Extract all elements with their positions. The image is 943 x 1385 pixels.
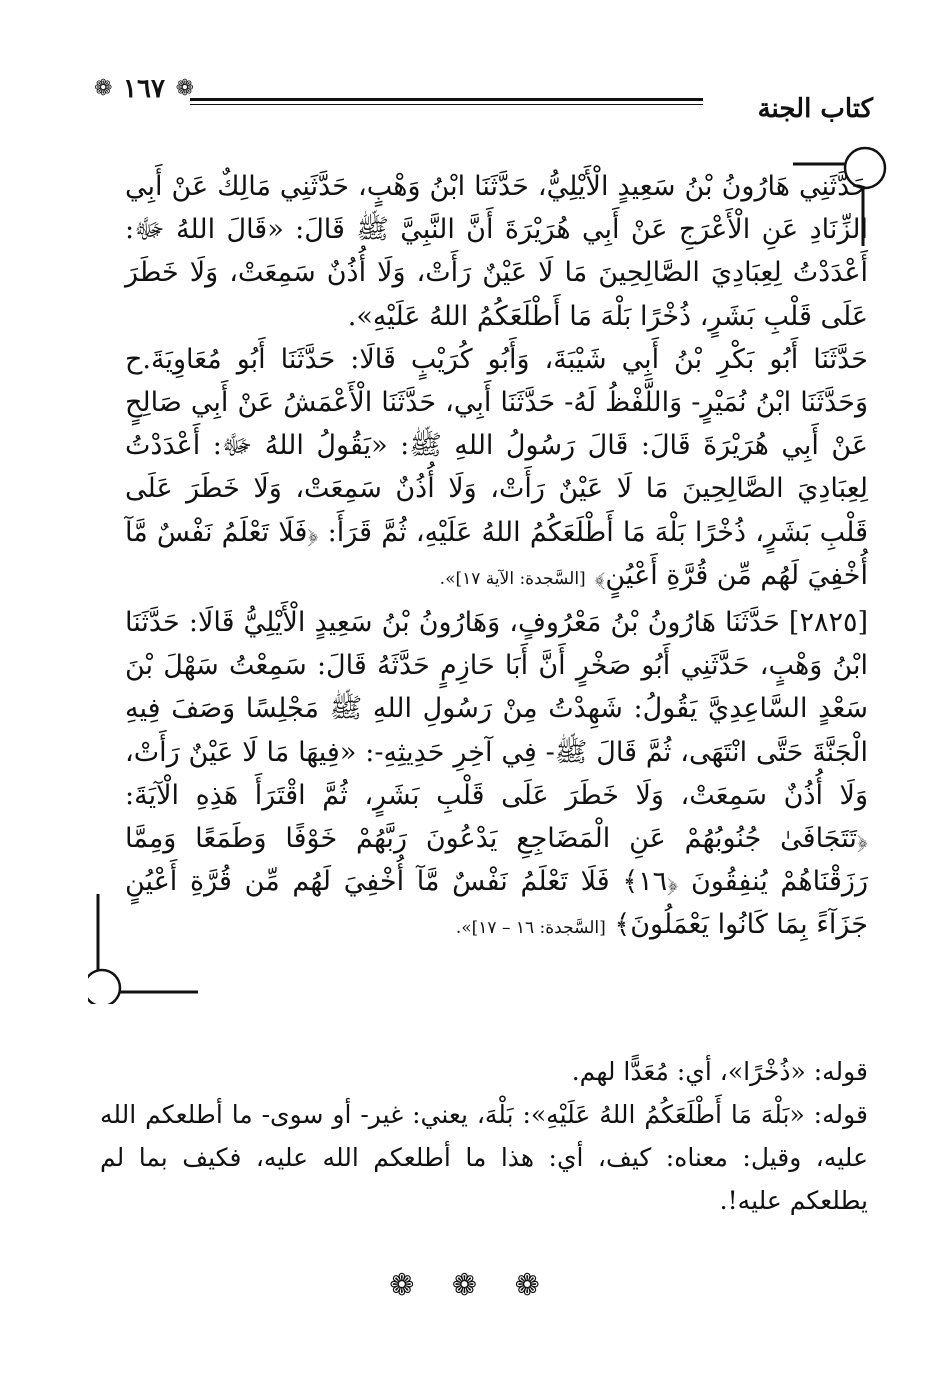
quran-reference: [السَّجدة: الآية ١٧]». (439, 568, 586, 589)
hadith-text (125, 165, 868, 951)
hadith-paragraph: حَدَّثَنَا أَبُو بَكْرِ بْنُ أَبِي شَيْبَةَ، وَأَبُو كُرَيْبٍ قَالَا: حَدَّثَنَا أَبُو مُعَاوِيَةَ.ح وَحَدَّثَنَا ابْنُ نُمَيْرٍ- وَاللَّفْظُ لَهُ- حَدَّثَنَا أَبِي، حَدَّثَنَا الْأَعْمَشُ عَنْ أَبِي صَالِحٍ عَنْ أَبِي هُرَيْرَةَ قَالَ: قَالَ رَسُولُ اللهِ ﷺ: «يَقُولُ اللهُ ﷻ: أَعْدَدْتُ لِعِبَادِيَ الصَّالِحِينَ مَا لَا عَيْنٌ رَأَتْ، وَلَا أُذُنٌ سَمِعَتْ، وَلَا خَطَرَ عَلَى قَلْبِ بَشَرٍ، ذُخْرًا بَلْهَ مَا أَطْلَعَكُمُ اللهُ عَلَيْهِ، ثُمَّ قَرَأَ: ﴿فَلَا تَعْلَمُ نَفْسٌ مَّآ أُخْفِيَ لَهُم مِّن قُرَّةِ أَعْيُنٍ﴾ [السَّجدة: الآية ١٧]». (125, 343, 868, 591)
page-number-frame (94, 64, 194, 114)
commentary (100, 1050, 868, 1222)
commentary-paragraph: قوله: «ذُخْرًا»، أي: مُعَدًّا لهم. (571, 1057, 868, 1086)
commentary-paragraph: قوله: «بَلْهَ مَا أَطْلَعَكُمُ اللهُ عَلَيْهِ»: بَلْهَ، يعني: غير- أو سوى- ما أطلعكم الله عليه، وقيل: معناه: كيف، أي: هذا ما أطلعكم الله عليه، فكيف بما لم يطلعكم عليه!. (100, 1100, 868, 1215)
header-rule-thin (190, 104, 703, 105)
ornament-icon: ❁ (175, 76, 194, 101)
section-divider: ❁ ❁ ❁ (389, 1268, 554, 1303)
ornament-icon: ❁ (94, 76, 113, 101)
page-header (0, 60, 943, 130)
quran-reference: [السَّجدة: ١٦ – ١٧]». (455, 918, 606, 939)
header-rule (190, 98, 703, 101)
hadith-paragraph: [٢٨٢٥] حَدَّثَنَا هَارُونُ بْنُ مَعْرُوفٍ، وَهَارُونُ بْنُ سَعِيدٍ الْأَيْلِيُّ قَالَا: حَدَّثَنَا ابْنُ وَهْبٍ، حَدَّثَنِي أَبُو صَخْرٍ أَنَّ أَبَا حَازِمٍ حَدَّثَهُ قَالَ: سَمِعْتُ سَهْلَ بْنَ سَعْدٍ السَّاعِدِيَّ يَقُولُ: شَهِدْتُ مِنْ رَسُولِ اللهِ ﷺ مَجْلِسًا وَصَفَ فِيهِ الْجَنَّةَ حَتَّى انْتَهَى، ثُمَّ قَالَ ﷺ- فِي آخِرِ حَدِيثِهِ-: «فِيهَا مَا لَا عَيْنٌ رَأَتْ، وَلَا أُذُنٌ سَمِعَتْ، وَلَا خَطَرَ عَلَى قَلْبِ بَشَرٍ، ثُمَّ اقْتَرَأَ هَذِهِ الْآيَةَ: ﴿تَتَجَافَىٰ جُنُوبُهُمْ عَنِ الْمَضَاجِعِ يَدْعُونَ رَبَّهُمْ خَوْفًا وَطَمَعًا وَمِمَّا رَزَقْنَاهُمْ يُنفِقُونَ ﴿١٦﴾ فَلَا تَعْلَمُ نَفْسٌ مَّآ أُخْفِيَ لَهُم مِّن قُرَّةِ أَعْيُنٍ جَزَآءً بِمَا كَانُوا يَعْمَلُونَ﴾ [السَّجدة: ١٦ – ١٧]». (125, 607, 868, 941)
hadith-paragraph: حَدَّثَنِي هَارُونُ بْنُ سَعِيدٍ الْأَيْلِيُّ، حَدَّثَنَا ابْنُ وَهْبٍ، حَدَّثَنِي مَالِكٌ عَنْ أَبِي الزِّنَادِ عَنِ الْأَعْرَجِ عَنْ أَبِي هُرَيْرَةَ أَنَّ النَّبِيَّ ﷺ قَالَ: «قَالَ اللهُ ﷻ: أَعْدَدْتُ لِعِبَادِيَ الصَّالِحِينَ مَا لَا عَيْنٌ رَأَتْ، وَلَا أُذُنٌ سَمِعَتْ، وَلَا خَطَرَ عَلَى قَلْبِ بَشَرٍ، ذُخْرًا بَلْهَ مَا أَطْلَعَكُمُ اللهُ عَلَيْهِ». (125, 171, 868, 332)
page-number: ١٦٧ (123, 74, 165, 104)
chapter-title: كتاب الجنة (757, 94, 873, 124)
